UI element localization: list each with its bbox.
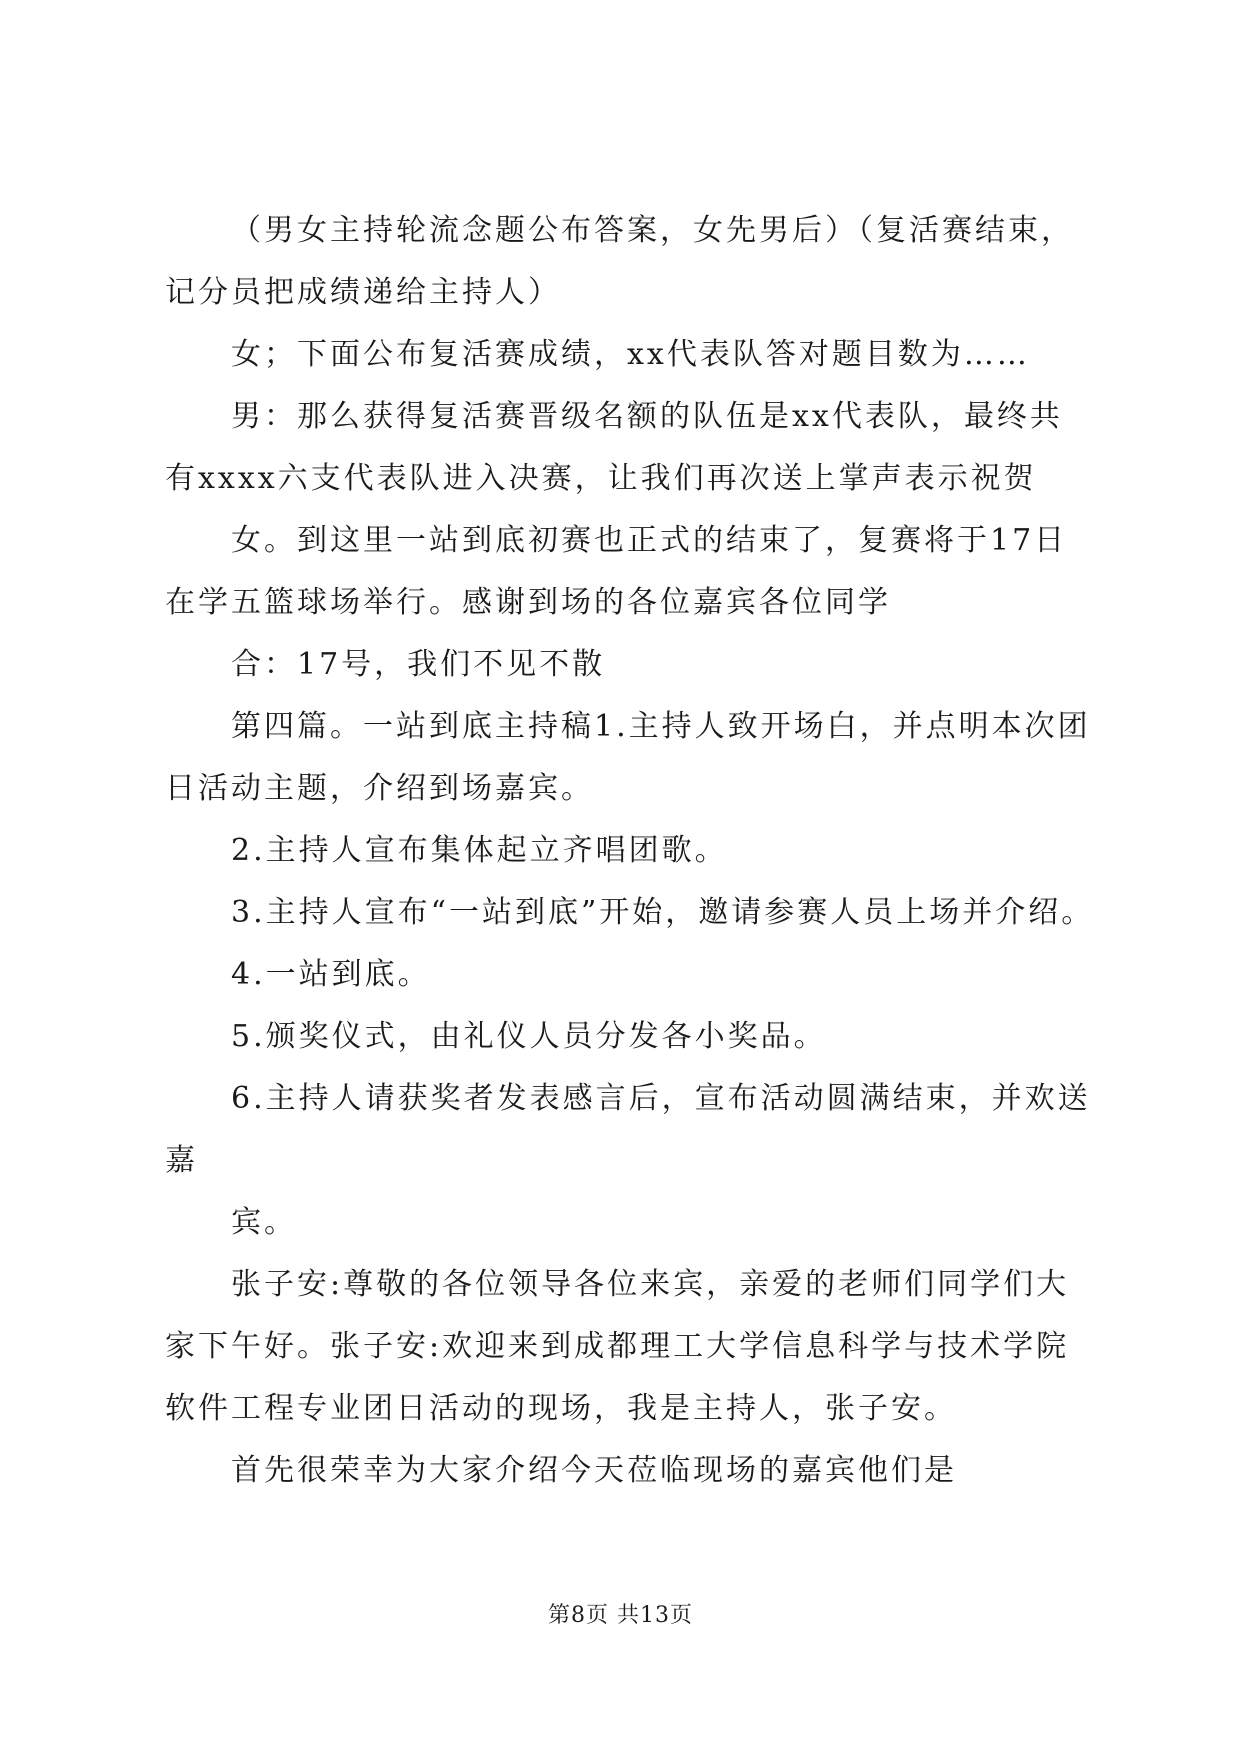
page-number-footer: 第8页 共13页 (548, 1603, 693, 1628)
paragraph-7: 2.主持人宣布集体起立齐唱团歌。 (231, 833, 728, 868)
paragraph-5: 合：17号，我们不见不散 (231, 647, 606, 682)
paragraph-12: 宾。 (231, 1205, 297, 1240)
paragraph-14: 首先很荣幸为大家介绍今天莅临现场的嘉宾他们是 (231, 1453, 957, 1488)
paragraph-8: 3.主持人宣布“一站到底”开始，邀请参赛人员上场并介绍。 (231, 895, 1095, 930)
paragraph-13: 张子安:尊敬的各位领导各位来宾，亲爱的老师们同学们大家下午好。张子安:欢迎来到成都理工大学信息科学与技术学院软件工程专业团日活动的现场，我是主持人，张子安。 (165, 1267, 1070, 1426)
paragraph-6: 第四篇。一站到底主持稿1.主持人致开场白，并点明本次团日活动主题，介绍到场嘉宾。 (165, 709, 1091, 806)
document-body (165, 200, 1095, 1502)
paragraph-9: 4.一站到底。 (231, 957, 431, 992)
paragraph-1: （男女主持轮流念题公布答案，女先男后）（复活赛结束，记分员把成绩递给主持人） (165, 213, 1074, 310)
paragraph-3: 男：那么获得复活赛晋级名额的队伍是xx代表队，最终共有xxxx六支代表队进入决赛，让我们再次送上掌声表示祝贺 (165, 399, 1063, 496)
paragraph-4: 女。到这里一站到底初赛也正式的结束了，复赛将于17日在学五篮球场举行。感谢到场的各位嘉宾各位同学 (165, 523, 1068, 620)
paragraph-10: 5.颁奖仪式，由礼仪人员分发各小奖品。 (231, 1019, 827, 1054)
paragraph-2: 女；下面公布复活赛成绩，xx代表队答对题目数为…… (231, 337, 1030, 372)
paragraph-11: 6.主持人请获奖者发表感言后，宣布活动圆满结束，并欢送嘉 (165, 1081, 1091, 1178)
